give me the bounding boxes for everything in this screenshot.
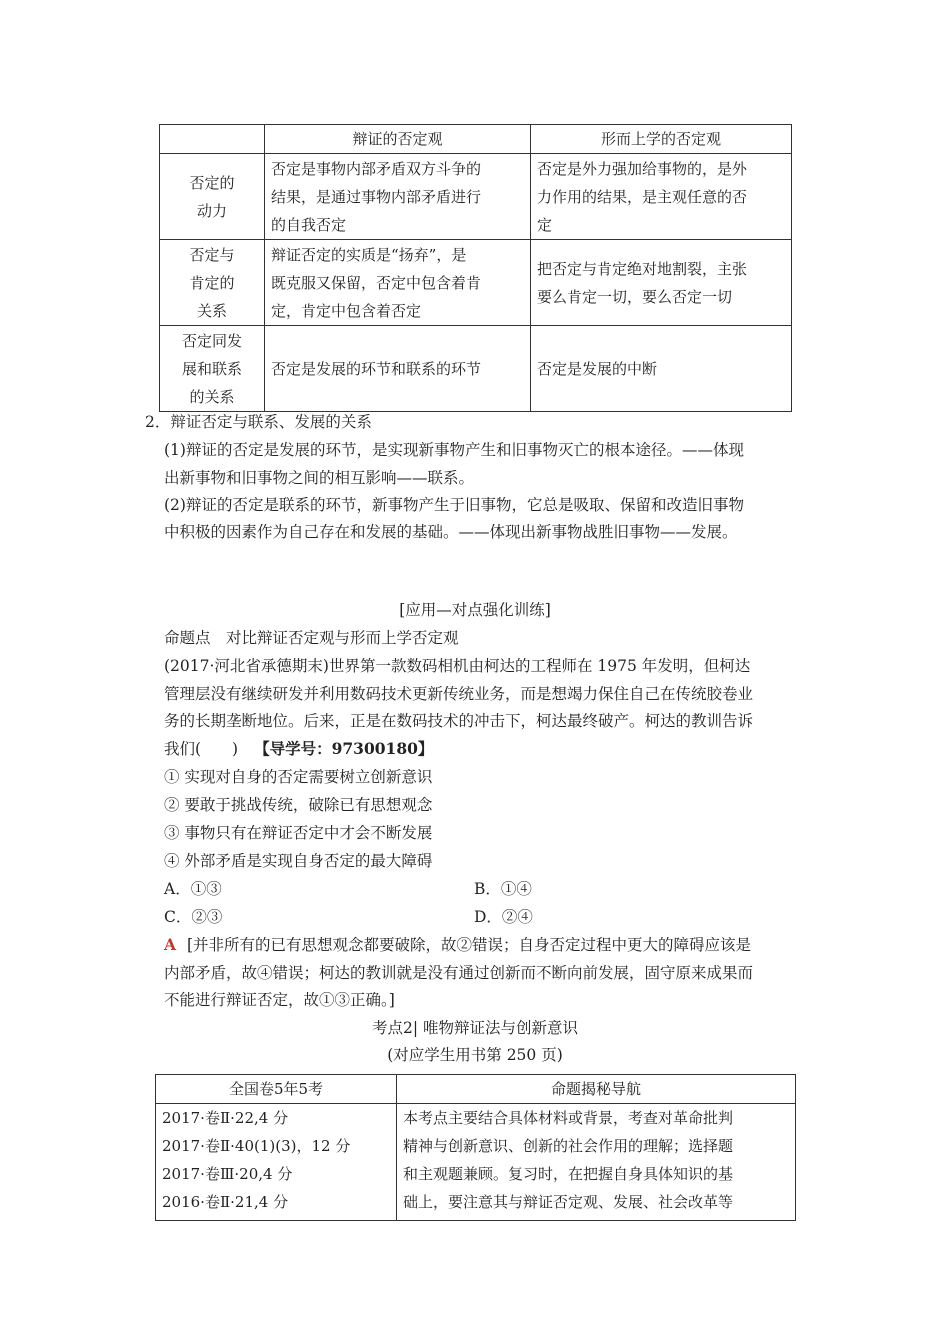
guide-text: 本考点主要结合具体材料或背景，考查对革命批判 精神与创新意识、创新的社会作用的理解；选择题 和主观题兼顾。复习时，在把握自身具体知识的基 础上，要注意其与辩证否定观、发展、社会改革等 (397, 1104, 796, 1221)
choice-item: ① 实现对自身的否定需要树立创新意识 (164, 768, 433, 786)
practice-topic: 命题点 对比辩证否定观与形而上学否定观 (164, 629, 459, 647)
paragraph-line: 中积极的因素作为自己存在和发展的基础。——体现出新事物战胜旧事物——发展。 (164, 523, 738, 541)
table-row (156, 1104, 796, 1221)
section-heading: 2．辩证否定与联系、发展的关系 (145, 413, 372, 431)
answer-line (164, 931, 751, 959)
table-header-dialectical: 辩证的否定观 (265, 125, 531, 154)
choice-item: ② 要敢于挑战传统，破除已有思想观念 (164, 796, 433, 814)
table-header-row (160, 125, 792, 154)
answer-line: 内部矛盾，故④错误；柯达的教训就是没有通过创新而不断向前发展，固守原来成果而 (164, 964, 754, 982)
table-header-metaphysical: 形而上学的否定观 (531, 125, 792, 154)
paragraph-line: 出新事物和旧事物之间的相互影响——联系。 (164, 469, 475, 487)
question-line: (2017·河北省承德期末)世界第一款数码相机由柯达的工程师在 1975 年发明，但柯达 (164, 657, 751, 675)
kaodian-subtitle: (对应学生用书第 250 页) (387, 1046, 563, 1064)
kaodian-title: 考点2| 唯物辩证法与创新意识 (371, 1019, 578, 1037)
row-label: 否定的 动力 (160, 154, 265, 240)
exam-list: 2017·卷Ⅱ·22,4 分 2017·卷Ⅱ·40(1)(3)，12 分 2017·卷Ⅲ·20,4 分 2016·卷Ⅱ·21,4 分 (156, 1104, 397, 1221)
table-row (160, 154, 792, 240)
row-metaphysical: 把否定与肯定绝对地割裂，主张 要么肯定一切，要么否定一切 (531, 240, 792, 326)
row-label: 否定同发 展和联系 的关系 (160, 326, 265, 412)
table-header-row (156, 1075, 796, 1104)
question-blank: 我们( ) (164, 740, 239, 758)
option-b: B．①④ (474, 880, 532, 898)
question-line-last (164, 735, 433, 763)
table-row (160, 240, 792, 326)
option-c: C．②③ (164, 908, 223, 926)
answer-line: 不能进行辩证否定，故①③正确。] (164, 991, 395, 1009)
table-row (160, 326, 792, 412)
paragraph-line: (1)辩证的否定是发展的环节，是实现新事物产生和旧事物灭亡的根本途径。——体现 (164, 441, 744, 459)
choice-item: ③ 事物只有在辩证否定中才会不断发展 (164, 824, 433, 842)
row-label: 否定与 肯定的 关系 (160, 240, 265, 326)
exam-table (155, 1074, 796, 1221)
option-a: A．①③ (164, 880, 222, 898)
answer-text: [并非所有的已有思想观念都要破除，故②错误；自身否定过程中更大的障碍应该是 (186, 936, 752, 954)
row-dialectical: 辩证否定的实质是“扬弃”，是 既克服又保留，否定中包含着肯 定，肯定中包含着否定 (265, 240, 531, 326)
answer-letter: A (164, 935, 177, 954)
choice-item: ④ 外部矛盾是实现自身否定的最大障碍 (164, 852, 433, 870)
question-line: 管理层没有继续研发并利用数码技术更新传统业务，而是想竭力保住自己在传统胶卷业 (164, 685, 754, 703)
table-header-empty (160, 125, 265, 154)
practice-title: [应用—对点强化训练] (399, 601, 551, 619)
row-dialectical: 否定是发展的环节和联系的环节 (265, 326, 531, 412)
paragraph-line: (2)辩证的否定是联系的环节，新事物产生于旧事物，它总是吸取、保留和改造旧事物 (164, 496, 744, 514)
table-header-guide: 命题揭秘导航 (397, 1075, 796, 1104)
row-metaphysical: 否定是外力强加给事物的，是外 力作用的结果，是主观任意的否 定 (531, 154, 792, 240)
table-header-exams: 全国卷5年5考 (156, 1075, 397, 1104)
option-d: D．②④ (474, 908, 533, 926)
question-line: 务的长期垄断地位。后来，正是在数码技术的冲击下，柯达最终破产。柯达的教训告诉 (164, 712, 754, 730)
row-metaphysical: 否定是发展的中断 (531, 326, 792, 412)
guide-number: 【导学号：97300180】 (254, 739, 434, 758)
row-dialectical: 否定是事物内部矛盾双方斗争的 结果，是通过事物内部矛盾进行 的自我否定 (265, 154, 531, 240)
comparison-table (159, 124, 792, 412)
